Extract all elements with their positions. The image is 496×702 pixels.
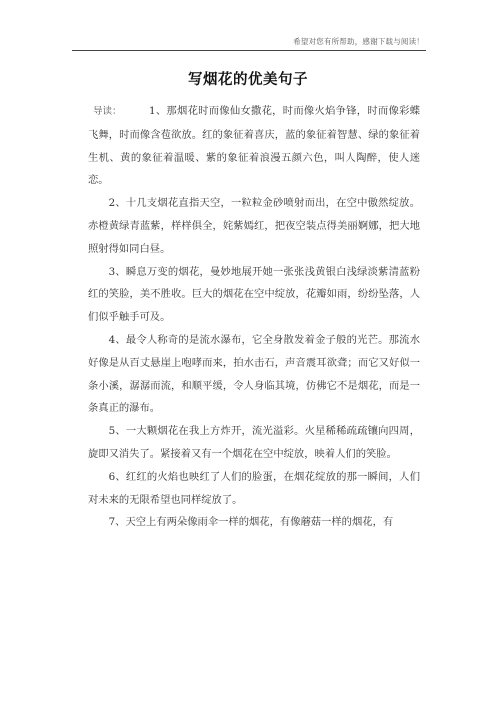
document-body xyxy=(88,100,420,534)
paragraph-3: 3、瞬息万变的烟花，曼妙地展开她一张张浅黄银白浅绿淡紫清蓝粉红的笑脸，美不胜收。巨大的烟花在空中绽放，花瓣如雨，纷纷坠落，人们似乎触手可及。 xyxy=(88,265,420,324)
header-divider xyxy=(72,50,426,51)
header-note: 希望对您有所帮助，感谢下载与阅读！ xyxy=(293,37,424,46)
paragraph-6: 6、红红的火焰也映红了人们的脸蛋，在烟花绽放的那一瞬间，人们对未来的无限希望也同样绽放了。 xyxy=(88,470,420,506)
lead-label: 导读： xyxy=(93,106,122,117)
paragraph-text: 1、那烟花时而像仙女撒花，时而像火焰争锋，时而像彩蝶飞舞，时而像含苞欲放。红的象征着喜庆，蓝的象征着智慧、绿的象征着生机、黄的象征着温暖、紫的象征着浪漫五颜六色，叫人陶醉，使人迷恋。 xyxy=(88,105,420,187)
paragraph-2: 2、十几支烟花直指天空，一粒粒金砂喷射而出，在空中傲然绽放。赤橙黄绿青蓝紫，样样俱全，姹紫嫣红，把夜空装点得美丽婀娜，把大地照射得如同白昼。 xyxy=(88,197,420,255)
paragraph-1 xyxy=(88,100,420,192)
document-title: 写烟花的优美句子 xyxy=(188,72,308,88)
paragraph-5: 5、一大颗烟花在我上方炸开，流光溢彩。火星稀稀疏疏镶向四周，旋即又消失了。紧接着又有一个烟花在空中绽放，映着人们的笑脸。 xyxy=(88,425,420,460)
paragraph-7: 7、天空上有两朵像雨伞一样的烟花，有像蘑菇一样的烟花，有 xyxy=(108,516,394,529)
paragraph-4: 4、最令人称奇的是流水瀑布，它全身散发着金子般的光芒。那流水好像是从百丈悬崖上咆哮而来，拍水击石，声音震耳欲聋；而它又好似一条小溪，潺潺而流，和顺平缓，令人身临其境，仿佛它不是烟花，而是一条真正的瀑布。 xyxy=(88,333,420,415)
